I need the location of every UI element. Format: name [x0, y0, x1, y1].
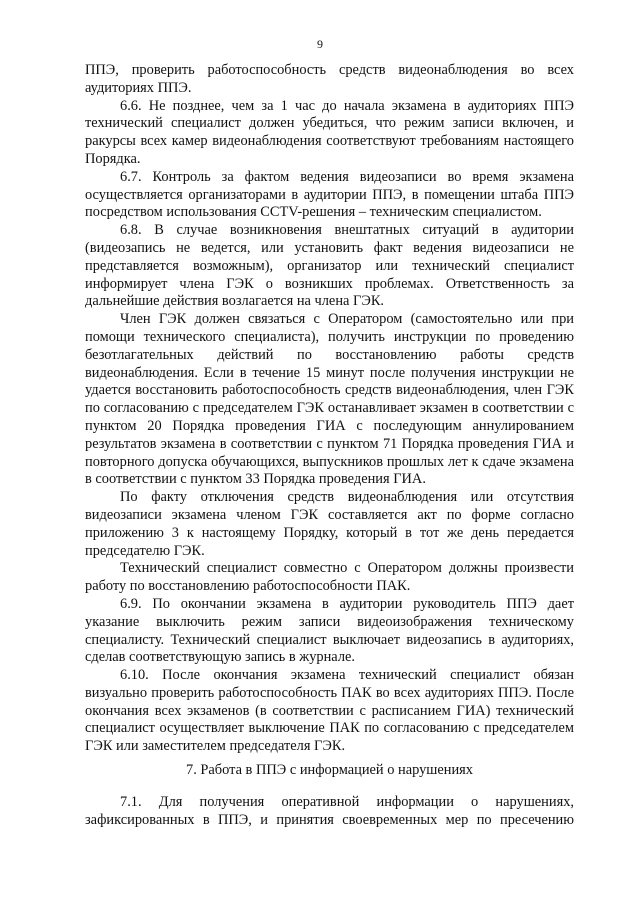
- paragraph-6-10: 6.10. После окончания экзамена технический специалист обязан визуально проверить работоспособность ПАК во всех аудиториях ППЭ. После окончания всех экзаменов (в соответствии с расписанием ГИА) технический специалист осуществляет выключение ПАК по согласованию с председателем ГЭК или заместителем председателя ГЭК.: [85, 667, 574, 755]
- document-body: [85, 62, 574, 829]
- paragraph-6-6: 6.6. Не позднее, чем за 1 час до начала экзамена в аудиториях ППЭ технический специалист должен убедиться, что режим записи включен, и ракурсы всех камер видеонаблюдения соответствуют требованиям настоящего Порядка.: [85, 97, 574, 167]
- paragraph-6-9: 6.9. По окончании экзамена в аудитории руководитель ППЭ дает указание выключить режим записи видеоизображения техническому специалисту. Технический специалист выключает видеозапись в аудиториях, сделав соответствующую запись в журнале.: [85, 595, 574, 666]
- paragraph-gek-member: Член ГЭК должен связаться с Оператором (самостоятельно или при помощи технического специалиста), получить инструкции по проведению безотлагательных действий по восстановлению работы средств видеонаблюдения. Если в течение 15 минут после получения инструкции не удается восстановить работоспособность средств видеонаблюдения, член ГЭК по согласованию с председателем ГЭК останавливает экзамен в соответствии с пунктом 20 Порядка проведения ГИА с последующим аннулированием результатов экзамена в соответствии с пунктом 71 Порядка проведения ГИА и повторного допуска обучающихся, выпускников прошлых лет к сдаче экзамена в соответствии с пунктом 33 Порядка проведения ГИА.: [85, 311, 574, 488]
- paragraph-7-1: 7.1. Для получения оперативной информации о нарушениях, зафиксированных в ППЭ, и принятия своевременных мер по пресечению: [85, 793, 574, 828]
- paragraph-continuation: ППЭ, проверить работоспособность средств видеонаблюдения во всех аудиториях ППЭ.: [85, 62, 574, 96]
- section-heading: 7. Работа в ППЭ с информацией о нарушениях: [186, 762, 473, 779]
- paragraph-6-7: 6.7. Контроль за фактом ведения видеозаписи во время экзамена осуществляется организаторами в аудитории ППЭ, в помещении штаба ППЭ посредством использования CCTV-решения – техническим специалистом.: [85, 168, 574, 221]
- paragraph-6-8: 6.8. В случае возникновения внештатных ситуаций в аудитории (видеозапись не ведется, или установить факт ведения видеозаписи не представляется возможным), организатор или технический специалист информирует члена ГЭК о возникших проблемах. Ответственность за дальнейшие действия возлагается на члена ГЭК.: [85, 222, 574, 310]
- paragraph-technical-specialist: Технический специалист совместно с Оператором должны произвести работу по восстановлению работоспособности ПАК.: [85, 560, 574, 595]
- paragraph-act: По факту отключения средств видеонаблюдения или отсутствия видеозаписи экзамена членом ГЭК составляется акт по форме согласно приложению 3 к настоящему Порядку, который в тот же день передается председателю ГЭК.: [85, 489, 574, 559]
- page-number: 9: [317, 37, 323, 51]
